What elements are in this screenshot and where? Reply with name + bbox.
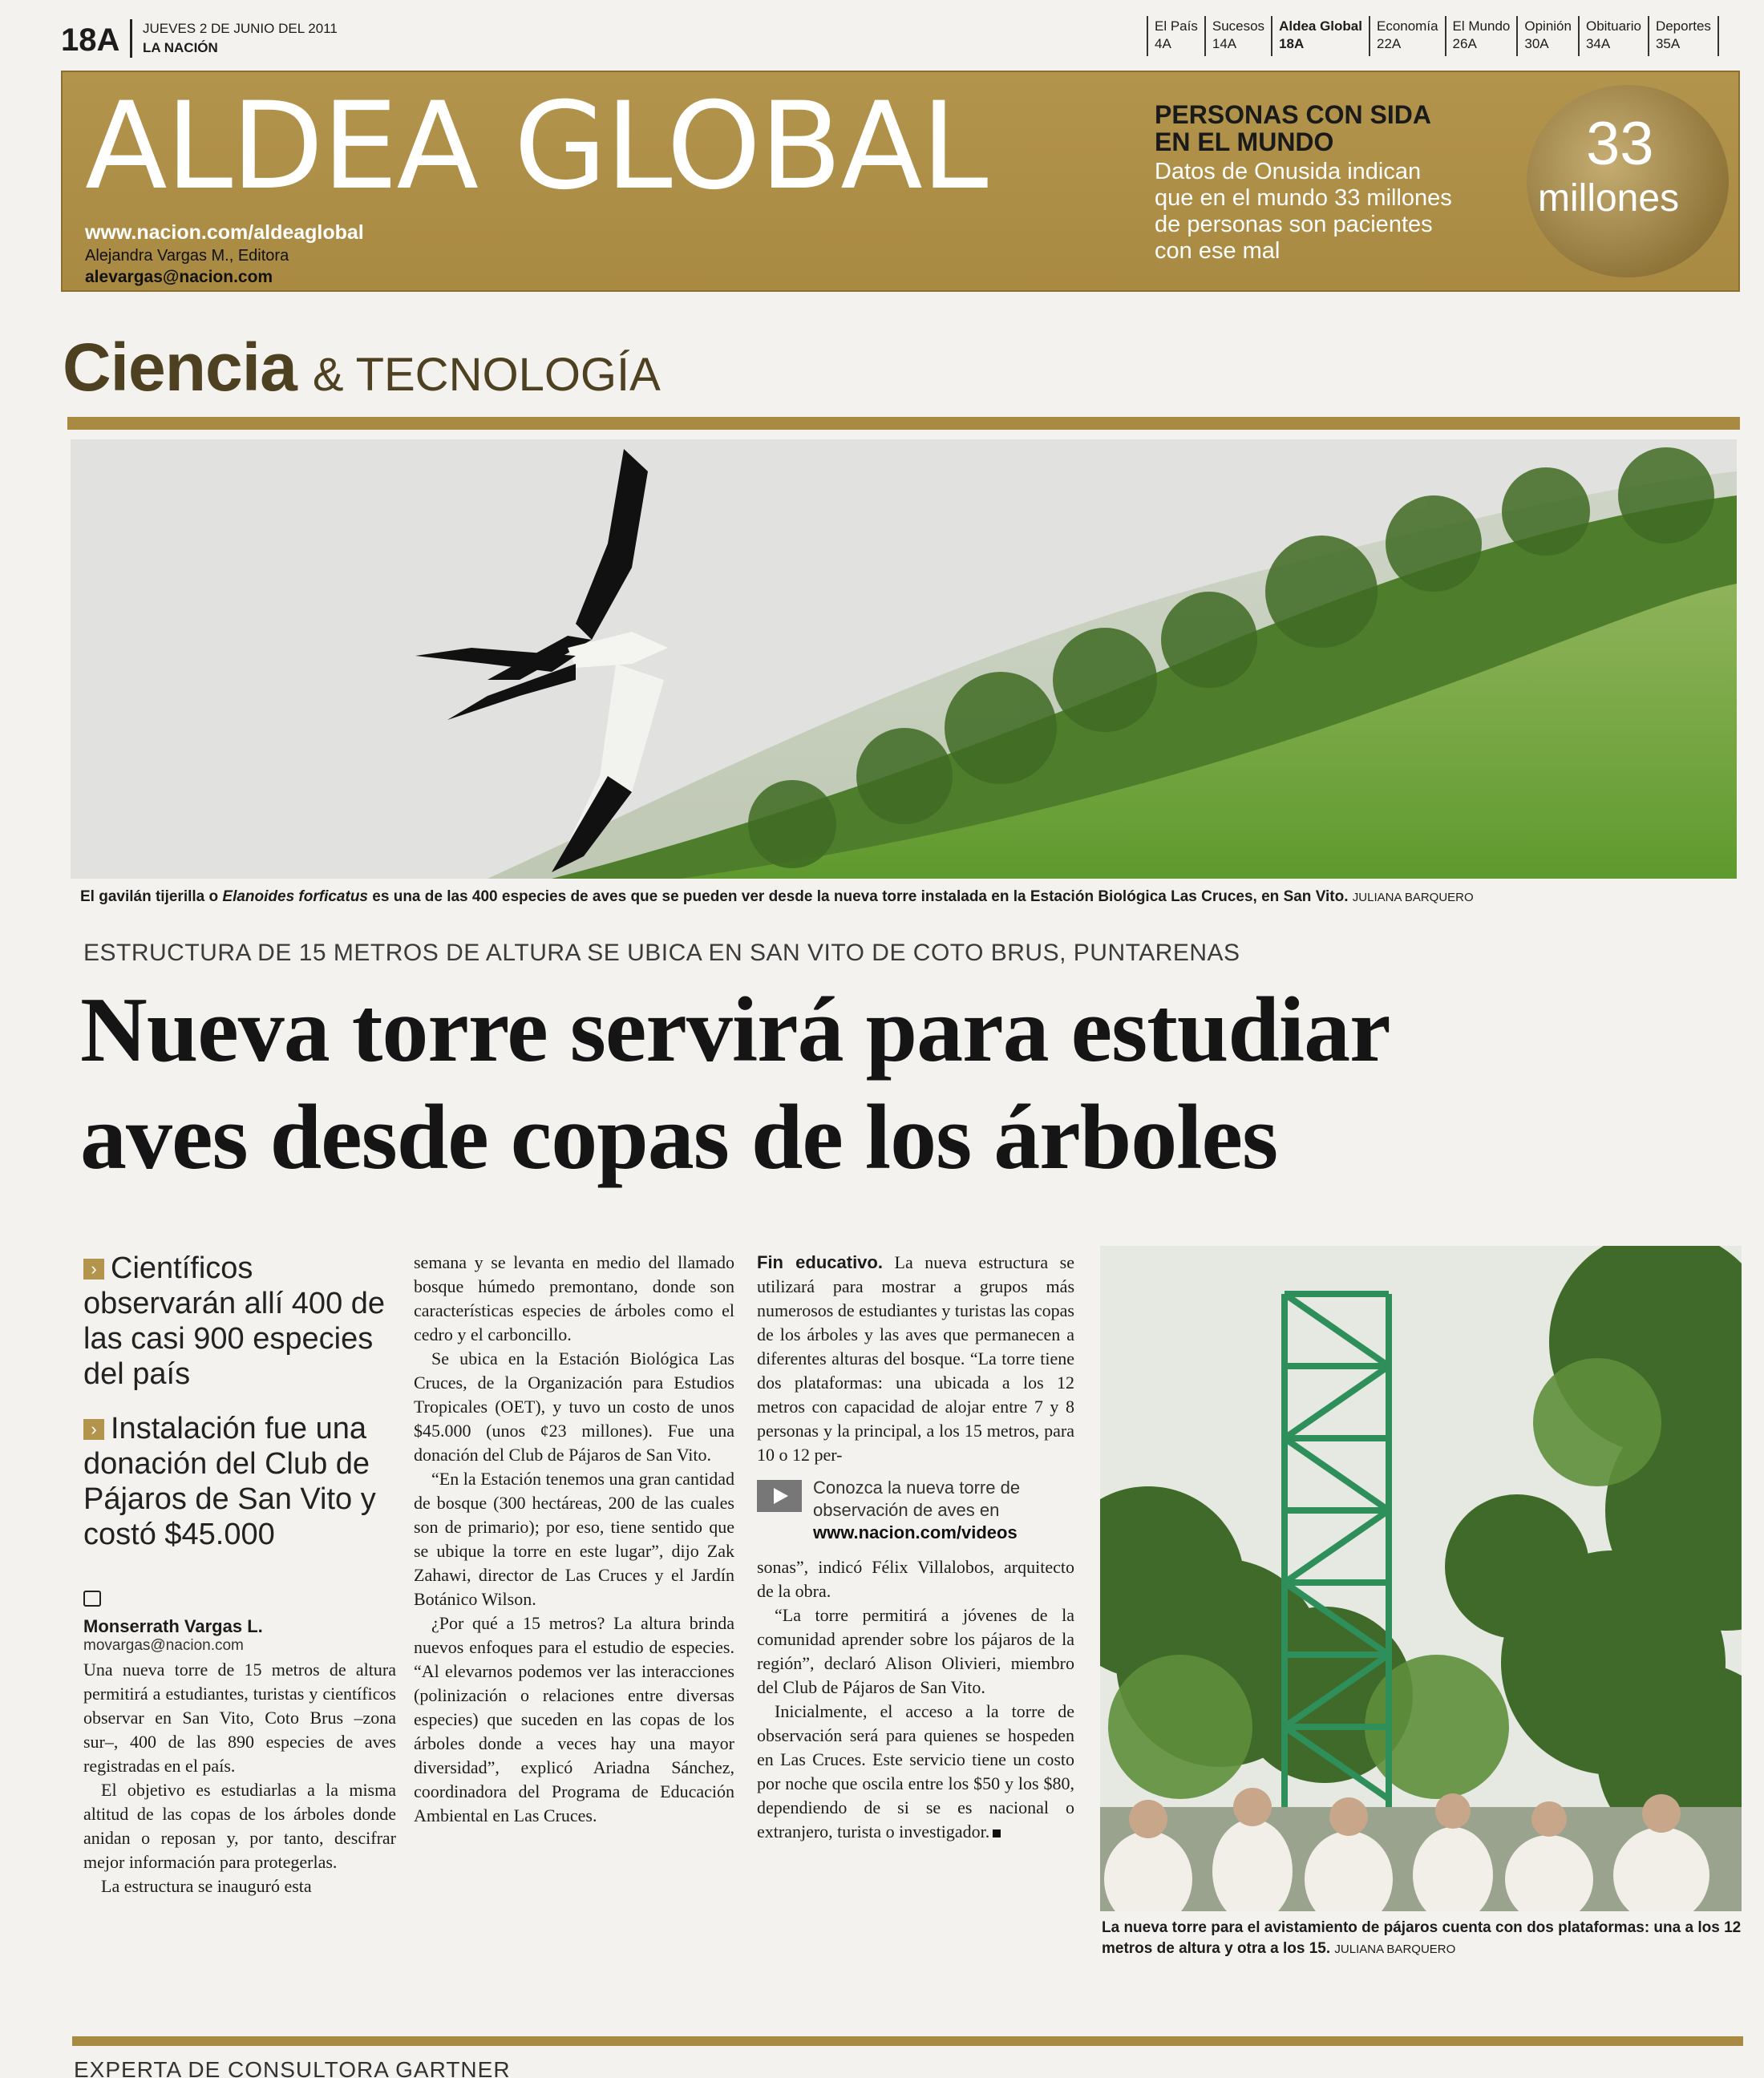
index-item-el-mundo[interactable] — [1446, 16, 1519, 56]
summary-bullet — [83, 1411, 396, 1552]
index-item-deportes[interactable] — [1649, 16, 1719, 56]
section-index — [1147, 16, 1719, 56]
paragraph: sonas”, indicó Félix Villalobos, arquitecto de la obra. — [757, 1557, 1074, 1601]
index-label: Deportes — [1655, 18, 1711, 34]
page-strip — [56, 16, 1748, 58]
subsection-rest: & TECNOLOGÍA — [312, 349, 661, 401]
index-label: Economía — [1376, 18, 1438, 34]
index-page: 35A — [1655, 36, 1681, 51]
video-promo-text — [813, 1477, 1074, 1544]
paragraph: La estructura se inauguró esta — [101, 1876, 312, 1896]
index-item-aldea-global[interactable] — [1272, 16, 1370, 56]
video-promo[interactable] — [757, 1477, 1074, 1544]
headline — [80, 976, 1748, 1191]
arrow-icon: › — [83, 1259, 104, 1280]
teaser-title: PERSONAS CON SIDA EN EL MUNDO — [1155, 100, 1430, 156]
column-2 — [414, 1251, 734, 1828]
section-editor: Alejandra Vargas M., Editora — [85, 247, 289, 265]
column-1 — [83, 1251, 396, 1898]
paragraph: ¿Por qué a 15 metros? La altura brinda nuevos enfoques para el estudio de especies. “Al elevarnos podemos ver las interacciones (polinización o relaciones entre diversas especies) que suceden en las copas de los árboles donde a veces hay una mayor diversidad”, explicó Ariadna Sánchez, coordinadora del Programa de Educación Ambiental en Las Cruces. — [414, 1613, 734, 1825]
index-page: 4A — [1155, 36, 1171, 51]
byline: Monserrath Vargas L. — [83, 1616, 263, 1636]
video-link[interactable]: www.nacion.com/videos — [813, 1522, 1018, 1542]
index-item-el-país[interactable] — [1148, 16, 1206, 56]
tower-photo — [1100, 1246, 1742, 1911]
kicker: ESTRUCTURA DE 15 METROS DE ALTURA SE UBICA EN SAN VITO DE COTO BRUS, PUNTARENAS — [83, 940, 1240, 966]
column-3 — [757, 1251, 1074, 1844]
index-page: 30A — [1524, 36, 1549, 51]
paragraph-text: La nueva estructura se utilizará para mostrar a grupos más numerosos de estudiantes y turistas las copas de los árboles y las aves que permanecen a diferentes alturas del bosque. “La torre tiene dos plataformas: una ubicada a los 12 metros con capacidad de alojar entre 7 y 8 personas y la principal, a los 15 metros, para 10 o 12 per- — [757, 1252, 1074, 1465]
index-page: 22A — [1376, 36, 1402, 51]
caption-text: El gavilán tijerilla o — [80, 888, 223, 905]
section-email[interactable]: alevargas@nacion.com — [85, 268, 273, 286]
headline-line-2: aves desde copas de los árboles — [80, 1086, 1278, 1189]
paragraph-lead: Fin educativo. — [757, 1252, 883, 1272]
section-title: ALDEA GLOBAL — [85, 77, 987, 216]
paragraph: Una nueva torre de 15 metros de altura permitirá a estudiantes, turistas y científicos observar en San Vito, Coto Brus –zona sur–, 400 de las 890 especies de aves registradas en el país. — [83, 1660, 396, 1776]
paragraph: Se ubica en la Estación Biológica Las Cruces, de la Organización para Estudios Tropicales (OET), y tuvo un costo de unos $45.000 (unos ¢23 millones). Fue una donación del Club de Pájaros de San Vito. — [414, 1348, 734, 1465]
play-icon[interactable] — [757, 1480, 802, 1512]
teaser-box — [1155, 101, 1459, 265]
index-item-economía[interactable] — [1370, 16, 1446, 56]
dateline: JUEVES 2 DE JUNIO DEL 2011 — [143, 21, 338, 36]
paragraph: semana y se levanta en medio del llamado bosque húmedo premontano, donde son características especies de árboles como el cedro y el carboncillo. — [414, 1252, 734, 1344]
bullet-text: Instalación fue una donación del Club de Pájaros de San Vito y costó $45.000 — [83, 1412, 376, 1551]
paragraph-text: Inicialmente, el acceso a la torre de observación será para quienes se hospeden en Las Cruces. Este servicio tiene un costo por noche que oscila entre los $50 y los $80, dependiendo de si se es nacional o extranjero, turista o investigador. — [757, 1701, 1074, 1841]
byline-email[interactable]: movargas@nacion.com — [83, 1637, 244, 1654]
next-story-teaser: EXPERTA DE CONSULTORA GARTNER — [74, 2057, 511, 2078]
index-item-obituario[interactable] — [1580, 16, 1649, 56]
paper-name: LA NACIÓN — [143, 40, 218, 55]
photo-credit: JULIANA BARQUERO — [1352, 891, 1474, 904]
end-mark — [993, 1829, 1001, 1837]
photo-caption — [80, 888, 1740, 906]
bird-photo — [71, 439, 1737, 879]
index-page: 26A — [1452, 36, 1477, 51]
arrow-icon: › — [83, 1419, 104, 1440]
paragraph: “La torre permitirá a jóvenes de la comunidad aprender sobre los pájaros de la región”, declaró Alison Olivieri, miembro del Club de Pájaros de San Vito. — [757, 1605, 1074, 1697]
page-number: 18A — [61, 22, 120, 58]
paragraph — [757, 1251, 1074, 1467]
headline-line-1: Nueva torre servirá para estudiar — [80, 979, 1390, 1081]
video-text: Conozca la nueva torre de observación de aves en — [813, 1478, 1021, 1520]
index-label: Sucesos — [1212, 18, 1265, 34]
index-item-opinión[interactable] — [1518, 16, 1580, 56]
gold-rule — [67, 417, 1740, 430]
bullet-text: Científicos observarán allí 400 de las casi 900 especies del país — [83, 1251, 386, 1391]
gold-rule-bottom — [72, 2036, 1743, 2046]
index-page: 14A — [1212, 36, 1237, 51]
section-header — [61, 71, 1740, 292]
subsection-bold: Ciencia — [63, 329, 297, 405]
index-label: El Mundo — [1452, 18, 1511, 34]
section-url[interactable]: www.nacion.com/aldeaglobal — [85, 221, 364, 244]
paragraph — [757, 1700, 1074, 1844]
teaser-unit: millones — [1538, 177, 1680, 220]
summary-bullet — [83, 1251, 396, 1392]
tower-photo-caption — [1102, 1918, 1743, 1960]
paragraph: El objetivo es estudiarlas a la misma altitud de las copas de los árboles donde anidan o reposan y, por tanto, descifrar mejor información para protegerlas. — [83, 1780, 396, 1872]
index-item-sucesos[interactable] — [1206, 16, 1272, 56]
index-page: 18A — [1279, 36, 1305, 51]
photo-credit: JULIANA BARQUERO — [1334, 1943, 1456, 1956]
teaser-body: Datos de Onusida indican que en el mundo 33 millones de personas son pacientes con ese mal — [1155, 159, 1452, 264]
subsection-label — [63, 329, 661, 406]
author-icon — [83, 1591, 101, 1607]
index-label: Opinión — [1524, 18, 1572, 34]
caption-text-end: es una de las 400 especies de aves que se pueden ver desde la nueva torre instalada en la Estación Biológica Las Cruces, en San Vito. — [368, 888, 1349, 905]
index-label: Aldea Global — [1279, 18, 1362, 34]
paragraph: “En la Estación tenemos una gran cantidad de bosque (300 hectáreas, 200 de las cuales son de primario); por eso, tiene sentido que se ubique la torre en este lugar”, dijo Zak Zahawi, director de Las Cruces y el Jardín Botánico Wilson. — [414, 1469, 734, 1609]
caption-text: La nueva torre para el avistamiento de pájaros cuenta con dos plataformas: una a los 12 metros de altura y otra a los 15. — [1102, 1919, 1742, 1957]
divider — [130, 19, 132, 58]
species-name: Elanoides forficatus — [222, 888, 369, 905]
index-page: 34A — [1585, 36, 1611, 51]
index-label: El País — [1155, 18, 1198, 34]
index-label: Obituario — [1585, 18, 1641, 34]
teaser-figure: 33 — [1586, 110, 1654, 178]
